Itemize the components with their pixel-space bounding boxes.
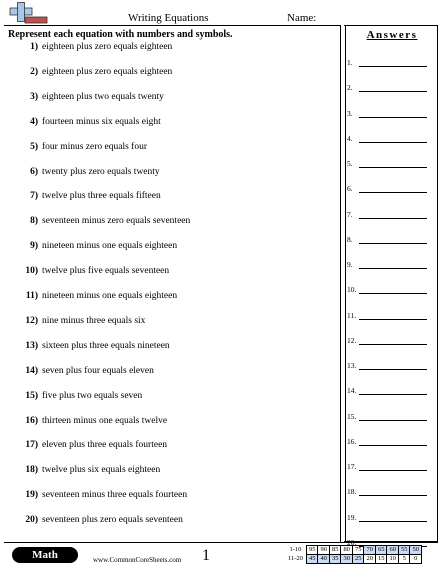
- answer-label: 8.: [347, 234, 353, 244]
- score-cell: 65: [375, 546, 387, 555]
- answer-item: [347, 183, 427, 193]
- answer-blank[interactable]: [359, 470, 427, 471]
- answer-blank[interactable]: [359, 268, 427, 269]
- answer-blank[interactable]: [359, 495, 427, 496]
- score-cell: 30: [341, 555, 353, 564]
- question-number: 7): [30, 191, 38, 202]
- question-number: 12): [25, 315, 38, 326]
- answer-item: [347, 411, 427, 421]
- question-item: [20, 416, 167, 426]
- answer-item: [347, 512, 427, 522]
- question-number: 8): [30, 216, 38, 227]
- score-cell: 40: [318, 555, 330, 564]
- answer-label: 9.: [347, 260, 353, 269]
- answer-label: 16.: [347, 436, 357, 446]
- score-row-label: 1-10: [289, 546, 302, 553]
- question-item: [20, 167, 160, 177]
- answer-label: 10.: [347, 285, 357, 295]
- question-number: 9): [30, 241, 38, 252]
- question-item: [20, 241, 177, 251]
- question-item: [20, 142, 147, 152]
- score-cell: 80: [341, 546, 353, 555]
- score-cell: 75: [352, 546, 364, 555]
- score-cell: 0: [410, 555, 422, 564]
- score-row: [286, 555, 421, 564]
- answer-blank[interactable]: [359, 319, 427, 320]
- question-item: [20, 191, 161, 201]
- question-number: 17): [25, 440, 38, 451]
- score-cell: 5: [398, 555, 410, 564]
- answer-item: [347, 234, 427, 244]
- question-item: [20, 366, 154, 376]
- answer-item: [347, 436, 427, 446]
- answer-blank[interactable]: [359, 243, 427, 244]
- question-number: 16): [25, 415, 38, 426]
- site-url: www.CommonCoreSheets.com: [93, 556, 182, 564]
- answer-label: 17.: [347, 462, 357, 471]
- answer-item: [347, 133, 427, 143]
- answer-label: 2.: [347, 83, 353, 93]
- answer-label: 7.: [347, 209, 353, 219]
- question-number: 5): [30, 141, 38, 152]
- question-text: seventeen plus zero equals seventeen: [42, 515, 183, 526]
- question-text: sixteen plus three equals nineteen: [42, 340, 170, 351]
- answer-blank[interactable]: [359, 394, 427, 395]
- question-item: [20, 341, 170, 351]
- answer-item: [347, 108, 427, 118]
- question-item: [20, 42, 172, 52]
- question-text: seventeen minus three equals fourteen: [42, 490, 188, 501]
- question-item: [20, 465, 160, 475]
- answer-label: 15.: [347, 411, 357, 421]
- question-text: nine minus three equals six: [42, 315, 146, 326]
- answer-blank[interactable]: [359, 192, 427, 193]
- question-number: 20): [25, 515, 38, 526]
- score-cell: 50: [410, 546, 422, 555]
- answer-label: 19.: [347, 512, 357, 522]
- question-number: 2): [30, 66, 38, 77]
- score-cell: 25: [352, 555, 364, 564]
- question-text: eighteen plus zero equals eighteen: [42, 66, 173, 77]
- answer-item: [347, 259, 427, 269]
- score-cell: 55: [398, 546, 410, 555]
- question-text: seventeen minus zero equals seventeen: [42, 216, 191, 227]
- score-cell: 70: [364, 546, 376, 555]
- question-text: twelve plus six equals eighteen: [42, 465, 161, 476]
- question-number: 1): [30, 42, 38, 52]
- question-text: nineteen minus one equals eighteen: [42, 241, 178, 252]
- answer-label: 18.: [347, 487, 357, 497]
- score-cell: 20: [364, 555, 376, 564]
- question-text: twelve plus five equals seventeen: [42, 266, 170, 277]
- answer-item: [347, 310, 427, 320]
- score-row: [286, 546, 421, 555]
- score-row-label: 11-20: [288, 555, 303, 562]
- score-cell: 85: [329, 546, 341, 555]
- answer-blank[interactable]: [359, 117, 427, 118]
- score-cell: 60: [387, 546, 399, 555]
- answer-label: 1.: [347, 58, 353, 67]
- name-label: Name:: [287, 12, 317, 24]
- question-text: fourteen minus six equals eight: [42, 116, 161, 127]
- answer-item: [347, 461, 427, 471]
- answer-label: 4.: [347, 133, 353, 143]
- question-text: eleven plus three equals fourteen: [42, 440, 168, 451]
- instructions: Represent each equation with numbers and symbols.: [8, 29, 233, 40]
- answer-item: [347, 209, 427, 219]
- answer-blank[interactable]: [359, 91, 427, 92]
- header-rule: [4, 25, 340, 26]
- answer-blank[interactable]: [359, 293, 427, 294]
- answer-label: 5.: [347, 159, 353, 168]
- answer-blank[interactable]: [359, 521, 427, 522]
- score-cell: 35: [329, 555, 341, 564]
- question-number: 13): [25, 340, 38, 351]
- question-text: eighteen plus zero equals eighteen: [42, 42, 173, 52]
- score-cell: 90: [318, 546, 330, 555]
- question-item: [20, 291, 177, 301]
- answer-item: [347, 57, 427, 67]
- answer-blank[interactable]: [359, 66, 427, 67]
- question-item: [20, 216, 190, 226]
- question-item: [20, 490, 187, 500]
- score-cell: 15: [375, 555, 387, 564]
- answer-item: [347, 385, 427, 395]
- answers-title: Answers: [366, 29, 418, 41]
- score-table: [286, 545, 422, 564]
- answer-blank[interactable]: [359, 142, 427, 143]
- answer-item: [347, 360, 427, 370]
- question-item: [20, 266, 169, 276]
- question-item: [20, 440, 167, 450]
- question-item: [20, 316, 145, 326]
- answer-label: 20.: [347, 537, 357, 547]
- question-text: twelve plus three equals fifteen: [42, 191, 161, 202]
- answer-label: 11.: [347, 310, 357, 320]
- answer-item: [347, 284, 427, 294]
- answer-blank[interactable]: [359, 218, 427, 219]
- answer-item: [347, 486, 427, 496]
- answer-label: 3.: [347, 108, 353, 118]
- answer-label: 12.: [347, 335, 357, 345]
- question-number: 18): [25, 465, 38, 476]
- question-text: eighteen plus two equals twenty: [42, 91, 164, 102]
- answer-label: 6.: [347, 184, 353, 194]
- question-text: five plus two equals seven: [42, 390, 143, 401]
- question-text: four minus zero equals four: [42, 141, 147, 152]
- page-number: 1: [202, 547, 210, 564]
- question-item: [20, 92, 164, 102]
- answer-item: [347, 158, 427, 168]
- answer-blank[interactable]: [359, 167, 427, 168]
- score-cell: 45: [306, 555, 318, 564]
- question-number: 14): [25, 365, 38, 376]
- question-item: [20, 515, 183, 525]
- question-item: [20, 67, 172, 77]
- answer-item: [347, 82, 427, 92]
- question-text: twenty plus zero equals twenty: [42, 166, 160, 177]
- plus-minus-logo-icon: [5, 2, 49, 24]
- question-number: 10): [25, 266, 38, 277]
- score-cell: 10: [387, 555, 399, 564]
- answer-label: 14.: [347, 386, 357, 396]
- answer-blank[interactable]: [359, 420, 427, 421]
- answer-item: [347, 335, 427, 345]
- question-number: 4): [30, 116, 38, 127]
- math-badge: Math: [12, 547, 78, 563]
- answer-blank[interactable]: [359, 369, 427, 370]
- question-item: [20, 117, 161, 127]
- question-text: seven plus four equals eleven: [42, 365, 154, 376]
- question-number: 3): [30, 91, 38, 102]
- question-number: 6): [30, 166, 38, 177]
- question-text: nineteen minus one equals eighteen: [42, 291, 178, 301]
- answer-label: 13.: [347, 361, 357, 370]
- question-number: 15): [25, 390, 38, 401]
- answer-blank[interactable]: [359, 445, 427, 446]
- answer-blank[interactable]: [359, 344, 427, 345]
- question-number: 11): [25, 291, 38, 301]
- question-number: 19): [25, 490, 38, 501]
- footer-rule: [4, 542, 438, 543]
- score-cell: 95: [306, 546, 318, 555]
- worksheet-title: Writing Equations: [128, 12, 209, 24]
- question-item: [20, 391, 142, 401]
- question-text: thirteen minus one equals twelve: [42, 415, 168, 426]
